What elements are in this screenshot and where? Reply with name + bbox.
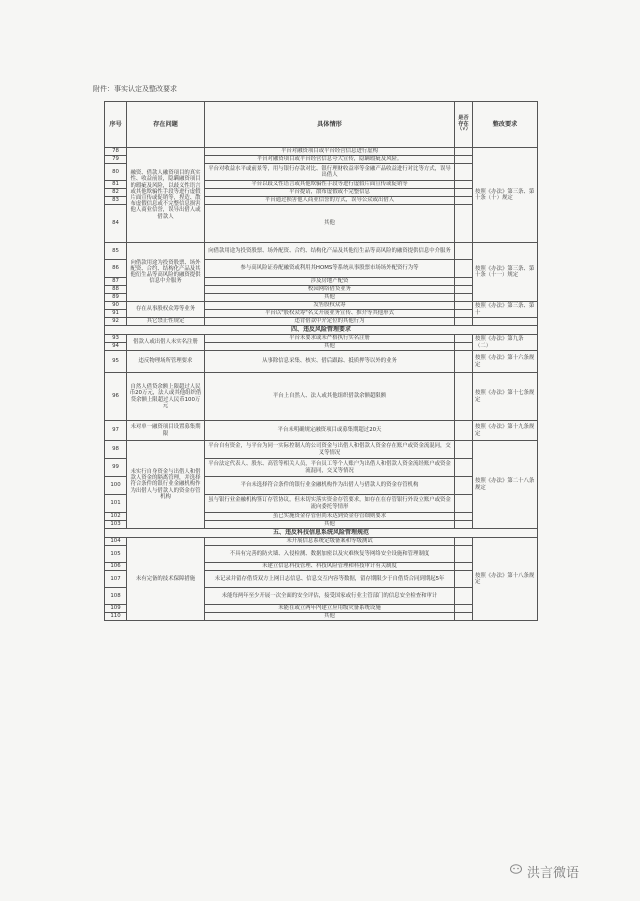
row-number: 83 bbox=[105, 197, 127, 205]
detail-cell: 其他 bbox=[205, 343, 455, 351]
row-number: 103 bbox=[105, 521, 127, 529]
row-number: 79 bbox=[105, 156, 127, 164]
exists-cell bbox=[455, 164, 473, 181]
requirement-cell: 按照《办法》第十七条规定 bbox=[473, 373, 538, 421]
exists-cell bbox=[455, 477, 473, 495]
detail-cell: 其他 bbox=[205, 205, 455, 243]
table-row bbox=[105, 148, 538, 156]
exists-cell bbox=[455, 286, 473, 294]
exists-cell bbox=[455, 513, 473, 521]
exists-cell bbox=[455, 521, 473, 529]
requirement-cell: 按照《办法》第十六条规定 bbox=[473, 351, 538, 373]
watermark: 洪言微语 bbox=[527, 866, 580, 881]
issue-cell: 违反物理场所管理要求 bbox=[127, 351, 205, 373]
issue-cell: 融资、借款人融资项目的真实性、收益前景，隐瞒融资项目的瑕疵及风险，以歧义性语言或其他欺骗性手段等进行虚假片面宣传或促销等，捏造、散布虚假信息或不完整信息损害他人商业信誉，误导出借人或借款人 bbox=[127, 148, 205, 243]
table-row bbox=[105, 318, 538, 326]
exists-cell bbox=[455, 588, 473, 605]
detail-cell: 其他 bbox=[205, 521, 455, 529]
detail-cell: 向借款用途为投资股票、场外配资、合约、结构化产品及其他衍生品等高风险的融资提供信息中介服务 bbox=[205, 243, 455, 260]
detail-cell: 平台提请，散布虚假或不完整信息 bbox=[205, 189, 455, 197]
exists-cell bbox=[455, 373, 473, 421]
row-number: 84 bbox=[105, 205, 127, 243]
row-number: 85 bbox=[105, 243, 127, 260]
requirement-cell: 按照《办法》第三条、第十 bbox=[473, 302, 538, 318]
row-number: 106 bbox=[105, 563, 127, 571]
detail-cell: 违背借款中介定位的其他行为 bbox=[205, 318, 455, 326]
exists-cell bbox=[455, 421, 473, 441]
detail-cell: 未记录并留存借贷双方上网日志信息、信息交互内容等数据，留存期限少于自借贷合同到期起5年 bbox=[205, 571, 455, 588]
row-number: 92 bbox=[105, 318, 127, 326]
exists-cell bbox=[455, 156, 473, 164]
row-number: 81 bbox=[105, 181, 127, 189]
issue-cell: 借款人或出借人未实名注册 bbox=[127, 335, 205, 351]
exists-cell bbox=[455, 563, 473, 571]
requirement-cell: 按照《办法》第三条、第十条（十一）规定 bbox=[473, 243, 538, 302]
row-number: 82 bbox=[105, 189, 127, 197]
exists-cell bbox=[455, 335, 473, 343]
row-number: 89 bbox=[105, 294, 127, 302]
detail-cell: 平台以歧义性语言或其他欺骗性手段等进行虚假片面宣传或促销等 bbox=[205, 181, 455, 189]
table-row bbox=[105, 373, 538, 421]
header-detail: 具体情形 bbox=[205, 102, 455, 148]
row-number: 80 bbox=[105, 164, 127, 181]
detail-cell: 平台以"股权众筹"名义开展业务宣传、推介等其他形式 bbox=[205, 310, 455, 318]
row-number: 102 bbox=[105, 513, 127, 521]
row-number: 99 bbox=[105, 459, 127, 477]
detail-cell: 未能在或立两年内建立应用级灾备系统设施 bbox=[205, 605, 455, 613]
detail-cell: 校园网络借贷业务 bbox=[205, 286, 455, 294]
exists-cell bbox=[455, 343, 473, 351]
exists-cell bbox=[455, 351, 473, 373]
table-row bbox=[105, 421, 538, 441]
detail-cell: 参与高风险证券配融资或利用其HOMS等系统从事股票市场场外配资行为等 bbox=[205, 260, 455, 278]
header-issue: 存在问题 bbox=[127, 102, 205, 148]
detail-cell: 未开展信息系统定级备案和等级测试 bbox=[205, 538, 455, 546]
exists-cell bbox=[455, 294, 473, 302]
row-number: 108 bbox=[105, 588, 127, 605]
exists-cell bbox=[455, 302, 473, 310]
row-number: 94 bbox=[105, 343, 127, 351]
exists-cell bbox=[455, 538, 473, 546]
row-number: 101 bbox=[105, 495, 127, 513]
detail-cell: 其他 bbox=[205, 613, 455, 621]
row-number: 107 bbox=[105, 571, 127, 588]
row-number: 110 bbox=[105, 613, 127, 621]
requirement-cell: 按照《办法》第九条（二） bbox=[473, 335, 538, 351]
row-number: 78 bbox=[105, 148, 127, 156]
section-row bbox=[105, 326, 538, 335]
exists-cell bbox=[455, 495, 473, 513]
detail-cell: 平台上自然人、法人或其他组织借款余额超限额 bbox=[205, 373, 455, 421]
exists-cell bbox=[455, 571, 473, 588]
requirement-cell: 按照《办法》第十九条规定 bbox=[473, 421, 538, 441]
row-number: 109 bbox=[105, 605, 127, 613]
table-row bbox=[105, 335, 538, 343]
detail-cell: 涉及房地产配资 bbox=[205, 278, 455, 286]
issue-cell: 存在从事股权众筹等业务 bbox=[127, 302, 205, 318]
exists-cell bbox=[455, 197, 473, 205]
attachment-caption: 附件：事实认定及整改要求 bbox=[93, 85, 177, 93]
row-number: 86 bbox=[105, 260, 127, 278]
row-number: 88 bbox=[105, 286, 127, 294]
exists-cell bbox=[455, 205, 473, 243]
exists-cell bbox=[455, 318, 473, 326]
wechat-icon bbox=[510, 864, 524, 876]
issue-cell: 自然人借贷余额上限超过人民币20万元，法人或其他组织借贷余额上限超过人民币100万元 bbox=[127, 373, 205, 421]
row-number: 105 bbox=[105, 546, 127, 563]
requirement-cell: 按照《办法》第二十八条规定 bbox=[473, 441, 538, 529]
detail-cell: 其他 bbox=[205, 294, 455, 302]
row-number: 93 bbox=[105, 335, 127, 343]
table-header-row bbox=[105, 102, 538, 148]
header-req: 整改要求 bbox=[473, 102, 538, 148]
detail-cell: 从事除信息采集、核实、借后跟踪、抵质押等以外的业务 bbox=[205, 351, 455, 373]
table-row bbox=[105, 441, 538, 459]
header-exists: 是否存在（√） bbox=[455, 102, 473, 148]
issue-cell: 未对单一融资项目设置募集期限 bbox=[127, 421, 205, 441]
requirement-cell: 按照《办法》第十八条规定 bbox=[473, 538, 538, 621]
row-number: 104 bbox=[105, 538, 127, 546]
issue-cell: 其它禁止性规定 bbox=[127, 318, 205, 326]
requirement-cell: 按照《办法》第三条、第十条（十）规定 bbox=[473, 148, 538, 243]
detail-cell: 未建立信息科技管理、科技风险管理和科技审计有关制度 bbox=[205, 563, 455, 571]
detail-cell: 平台未要求或未严格执行实名注册 bbox=[205, 335, 455, 343]
issue-cell: 未有完备的技术保障措施 bbox=[127, 538, 205, 621]
exists-cell bbox=[455, 613, 473, 621]
exists-cell bbox=[455, 441, 473, 459]
row-number: 100 bbox=[105, 477, 127, 495]
detail-cell: 未能每两年至少开展一次全面的安全评估，接受国家或行业主管部门的信息安全检查和审计 bbox=[205, 588, 455, 605]
issue-cell: 未实行自身资金与出借人和借款人资金的隔离管理，并选择符合条件的银行业金融机构作为出借人与借款人的资金存管机构 bbox=[127, 441, 205, 529]
detail-cell: 平台对融资项目或平台经营信息进行虚构 bbox=[205, 148, 455, 156]
rectification-table bbox=[104, 101, 538, 621]
detail-cell: 虽已实施资金存管但尚未达到资金存管细则要求 bbox=[205, 513, 455, 521]
detail-cell: 平台未选择符合条件的银行业金融机构作为出借人与借款人的资金存管机构 bbox=[205, 477, 455, 495]
detail-cell: 平台对收益水平或前景等，用与银行存款对比、银行理财收益率等金融产品收益进行对比等方式，误导出借人 bbox=[205, 164, 455, 181]
section-title: 五、违反科技信息系统风险管理规范 bbox=[105, 529, 538, 538]
detail-cell: 平台自有资金，与平台为同一实际控制人的公司资金与出借人和借款人资金存在账户或资金流混同，交叉等情况 bbox=[205, 441, 455, 459]
table-row bbox=[105, 243, 538, 260]
exists-cell bbox=[455, 605, 473, 613]
exists-cell bbox=[455, 260, 473, 278]
row-number: 91 bbox=[105, 310, 127, 318]
section-row bbox=[105, 529, 538, 538]
table-row bbox=[105, 538, 538, 546]
exists-cell bbox=[455, 181, 473, 189]
detail-cell: 平台通过损害他人商业信誉的方式，误导公众或出借人 bbox=[205, 197, 455, 205]
row-number: 96 bbox=[105, 373, 127, 421]
detail-cell: 虽与银行业金融机构签订存管协议，但未切实落实资金存管要求，如存在在存管银行外设立账户或资金流向委托等情形 bbox=[205, 495, 455, 513]
table-row bbox=[105, 302, 538, 310]
row-number: 97 bbox=[105, 421, 127, 441]
exists-cell bbox=[455, 148, 473, 156]
detail-cell: 平台法定代表人、股东、高管等相关人员，平台员工等个人账户为出借人和借款人资金流经账户或资金流混同，交叉等情况 bbox=[205, 459, 455, 477]
requirement-cell bbox=[473, 318, 538, 326]
exists-cell bbox=[455, 310, 473, 318]
exists-cell bbox=[455, 243, 473, 260]
row-number: 90 bbox=[105, 302, 127, 310]
header-num: 序号 bbox=[105, 102, 127, 148]
detail-cell: 平台对融资项目或平台经营信息夸大宣传，隐瞒瑕疵及风险。 bbox=[205, 156, 455, 164]
detail-cell: 不具有完善的防火墙、入侵检测、数据加密以及灾难恢复等网络安全设施和管理制度 bbox=[205, 546, 455, 563]
row-number: 98 bbox=[105, 441, 127, 459]
table-row bbox=[105, 351, 538, 373]
section-title: 四、违反风险管理要求 bbox=[105, 326, 538, 335]
exists-cell bbox=[455, 189, 473, 197]
row-number: 95 bbox=[105, 351, 127, 373]
exists-cell bbox=[455, 459, 473, 477]
row-number: 87 bbox=[105, 278, 127, 286]
detail-cell: 发售股权众筹 bbox=[205, 302, 455, 310]
exists-cell bbox=[455, 278, 473, 286]
exists-cell bbox=[455, 546, 473, 563]
detail-cell: 平台未明确规定融资项目或募集期超过20天 bbox=[205, 421, 455, 441]
issue-cell: 向借款用途为投资股票、场外配资、合约、结构化产品及其他衍生品等高风险的融资提供信息中介服务 bbox=[127, 243, 205, 302]
